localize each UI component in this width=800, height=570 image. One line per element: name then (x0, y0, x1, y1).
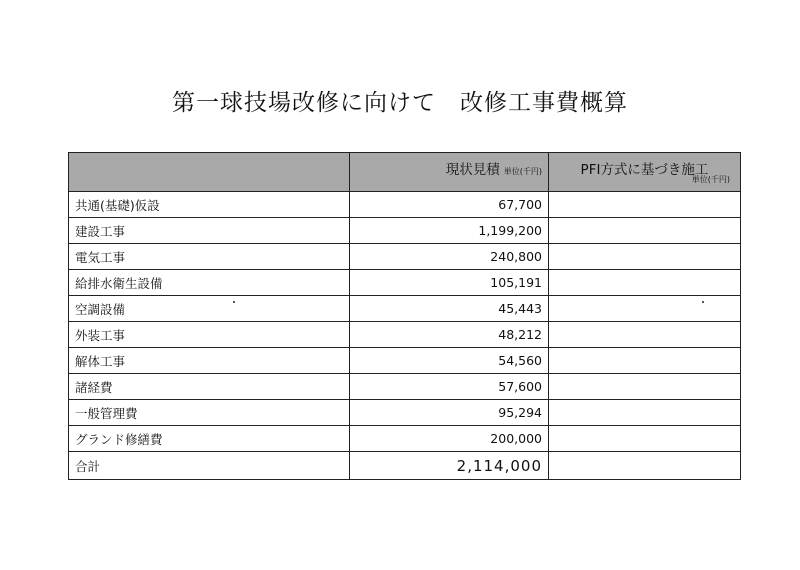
total-label: 合計 (69, 452, 350, 480)
header-item-cell (69, 153, 350, 192)
row-item: グランド修繕費 (69, 426, 350, 452)
table-row (69, 270, 741, 296)
scan-speck (702, 301, 704, 303)
table-row (69, 348, 741, 374)
total-current: 2,114,000 (350, 452, 549, 480)
row-item: 電気工事 (69, 244, 350, 270)
header-current-label: 現状見積 (445, 162, 500, 178)
row-current: 200,000 (350, 426, 549, 452)
row-pfi (549, 322, 741, 348)
row-item: 諸経費 (69, 374, 350, 400)
row-current: 105,191 (350, 270, 549, 296)
row-item: 一般管理費 (69, 400, 350, 426)
row-item: 外装工事 (69, 322, 350, 348)
table-row (69, 322, 741, 348)
row-pfi (549, 374, 741, 400)
header-current-estimate (350, 153, 549, 192)
row-item: 給排水衛生設備 (69, 270, 350, 296)
row-pfi (549, 296, 741, 322)
header-pfi-label: PFI方式に基づき施工 (580, 162, 709, 178)
table-row (69, 218, 741, 244)
row-pfi (549, 400, 741, 426)
row-current: 67,700 (350, 192, 549, 218)
total-pfi (549, 452, 741, 480)
document-title: 第一球技場改修に向けて 改修工事費概算 (172, 90, 628, 116)
row-item: 空調設備 (69, 296, 350, 322)
row-current: 45,443 (350, 296, 549, 322)
row-current: 48,212 (350, 322, 549, 348)
table-row (69, 296, 741, 322)
table-row (69, 426, 741, 452)
table-row (69, 192, 741, 218)
row-pfi (549, 426, 741, 452)
row-pfi (549, 192, 741, 218)
scan-speck (233, 301, 235, 303)
table-row (69, 244, 741, 270)
row-pfi (549, 218, 741, 244)
cost-estimate-table (68, 152, 741, 480)
header-current-unit: 単位(千円) (503, 167, 542, 176)
table-row (69, 374, 741, 400)
row-pfi (549, 244, 741, 270)
header-pfi-unit: 単位(千円) (691, 175, 730, 184)
row-current: 54,560 (350, 348, 549, 374)
row-current: 240,800 (350, 244, 549, 270)
total-row (69, 452, 741, 480)
row-current: 95,294 (350, 400, 549, 426)
row-current: 1,199,200 (350, 218, 549, 244)
row-current: 57,600 (350, 374, 549, 400)
row-item: 建設工事 (69, 218, 350, 244)
row-item: 共通(基礎)仮設 (69, 192, 350, 218)
row-pfi (549, 270, 741, 296)
header-pfi (549, 153, 741, 192)
table-header-row (69, 153, 741, 192)
table-row (69, 400, 741, 426)
row-item: 解体工事 (69, 348, 350, 374)
row-pfi (549, 348, 741, 374)
